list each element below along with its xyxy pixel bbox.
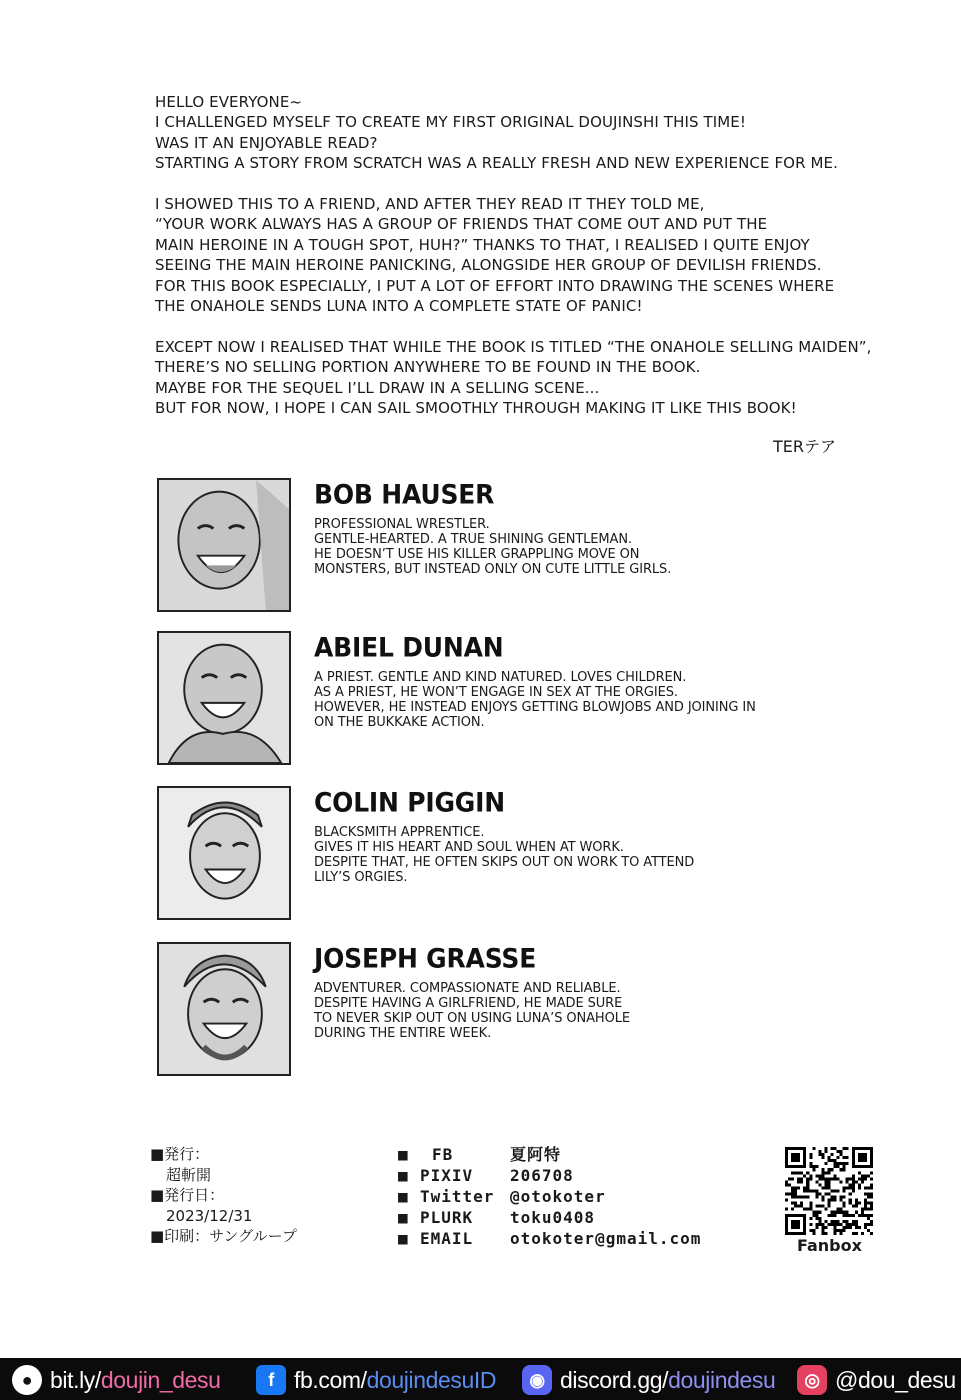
character-card-abiel	[157, 631, 837, 765]
afterword-paragraph-3	[155, 337, 895, 419]
description-line: HOWEVER, HE INSTEAD ENJOYS GETTING BLOWJOBS AND JOINING IN	[314, 700, 756, 715]
discord-icon: ◉	[522, 1365, 552, 1395]
footer-link-instagram[interactable]	[797, 1366, 956, 1394]
afterword-line: FOR THIS BOOK ESPECIALLY, I PUT A LOT OF EFFORT INTO DRAWING THE SCENES WHERE	[155, 276, 835, 295]
description-line: ON THE BUKKAKE ACTION.	[314, 715, 485, 730]
description-line: DESPITE THAT, HE OFTEN SKIPS OUT ON WORK TO ATTEND	[314, 855, 695, 870]
bald-man-portrait-icon	[159, 480, 289, 610]
link-suffix: doujin_desu	[100, 1366, 221, 1393]
character-portrait	[157, 786, 291, 920]
contact-label: FB	[432, 1145, 454, 1164]
square-bullet-icon: ■	[398, 1229, 409, 1248]
description-line: BLACKSMITH APPRENTICE.	[314, 825, 485, 840]
footer-link-discord[interactable]	[522, 1366, 775, 1394]
square-bullet-icon: ■	[398, 1166, 409, 1185]
afterword-line: BUT FOR NOW, I HOPE I CAN SAIL SMOOTHLY THROUGH MAKING IT LIKE THIS BOOK!	[155, 399, 797, 418]
character-description	[314, 517, 671, 577]
footer-banner	[0, 1358, 961, 1400]
description-line: TO NEVER SKIP OUT ON USING LUNA’S ONAHOLE	[314, 1011, 630, 1026]
character-portrait	[157, 478, 291, 612]
contact-value: @otokoter	[510, 1187, 606, 1206]
character-description	[314, 825, 694, 885]
instagram-icon: ◎	[797, 1365, 827, 1395]
character-portrait	[157, 942, 291, 1076]
square-bullet-icon: ■	[398, 1187, 409, 1206]
description-line: A PRIEST. GENTLE AND KIND NATURED. LOVES CHILDREN.	[314, 670, 687, 685]
link-suffix: doujindesu	[668, 1366, 776, 1393]
description-line: DURING THE ENTIRE WEEK.	[314, 1026, 492, 1041]
adventurer-portrait-icon	[159, 944, 289, 1074]
description-line: HE DOESN’T USE HIS KILLER GRAPPLING MOVE ON	[314, 547, 640, 562]
afterword-text	[155, 92, 895, 439]
link-prefix: bit.ly/	[50, 1366, 101, 1393]
afterword-paragraph-1	[155, 92, 895, 174]
character-name: ABIEL DUNAN	[314, 632, 504, 663]
afterword-line: I SHOWED THIS TO A FRIEND, AND AFTER THEY READ IT THEY TOLD ME,	[155, 195, 705, 214]
date-label: ■発行日：	[150, 1186, 225, 1204]
contact-value: 夏阿特	[510, 1145, 562, 1164]
contact-row-pixiv	[398, 1165, 701, 1186]
description-line: AS A PRIEST, HE WON’T ENGAGE IN SEX AT THE ORGIES.	[314, 685, 678, 700]
footer-link-facebook[interactable]	[256, 1366, 496, 1394]
afterword-line: SEEING THE MAIN HEROINE PANICKING, ALONGSIDE HER GROUP OF DEVILISH FRIENDS.	[155, 256, 822, 275]
blacksmith-portrait-icon	[159, 788, 289, 918]
publisher-label: ■発行：	[150, 1145, 210, 1163]
description-line: GENTLE-HEARTED. A TRUE SHINING GENTLEMAN.	[314, 532, 632, 547]
afterword-line: THERE’S NO SELLING PORTION ANYWHERE TO BE FOUND IN THE BOOK.	[155, 358, 701, 377]
link-handle: @dou_desu	[835, 1366, 956, 1393]
contact-label: PIXIV	[420, 1166, 474, 1185]
contact-row-fb	[398, 1144, 701, 1165]
contact-label: Twitter	[420, 1187, 495, 1206]
footer-link-bitly[interactable]	[12, 1366, 221, 1394]
contact-row-plurk	[398, 1207, 701, 1228]
printer-line: ■印刷：サングループ	[150, 1227, 297, 1245]
character-card-joseph	[157, 942, 837, 1076]
link-prefix: discord.gg/	[560, 1366, 669, 1393]
character-card-colin	[157, 786, 837, 920]
priest-portrait-icon	[159, 633, 289, 763]
character-name: BOB HAUSER	[314, 479, 495, 510]
description-line: PROFESSIONAL WRESTLER.	[314, 517, 490, 532]
contact-row-email	[398, 1228, 701, 1249]
contact-row-twitter	[398, 1186, 701, 1207]
description-line: MONSTERS, BUT INSTEAD ONLY ON CUTE LITTLE GIRLS.	[314, 562, 672, 577]
character-portrait	[157, 631, 291, 765]
afterword-line: MAIN HEROINE IN A TOUGH SPOT, HUH?” THANKS TO THAT, I REALISED I QUITE ENJOY	[155, 235, 810, 254]
afterword-line: MAYBE FOR THE SEQUEL I’LL DRAW IN A SELLING SCENE...	[155, 378, 600, 397]
character-description	[314, 981, 630, 1041]
square-bullet-icon: ■	[398, 1208, 409, 1227]
panda-icon: ●	[12, 1365, 42, 1395]
afterword-line: I CHALLENGED MYSELF TO CREATE MY FIRST ORIGINAL DOUJINSHI THIS TIME!	[155, 113, 746, 132]
description-line: ADVENTURER. COMPASSIONATE AND RELIABLE.	[314, 981, 621, 996]
date-value: 2023/12/31	[166, 1206, 253, 1225]
square-bullet-icon: ■	[398, 1145, 409, 1164]
facebook-icon: f	[256, 1365, 286, 1395]
afterword-line: HELLO EVERYONE~	[155, 93, 303, 111]
afterword-line: STARTING A STORY FROM SCRATCH WAS A REALLY FRESH AND NEW EXPERIENCE FOR ME.	[155, 154, 838, 173]
afterword-line: THE ONAHOLE SENDS LUNA INTO A COMPLETE STATE OF PANIC!	[155, 297, 643, 316]
description-line: GIVES IT HIS HEART AND SOUL WHEN AT WORK.	[314, 840, 624, 855]
contact-value: otokoter@gmail.com	[510, 1229, 702, 1248]
contact-list	[398, 1144, 701, 1249]
qr-caption: Fanbox	[797, 1236, 862, 1255]
contact-value: toku0408	[510, 1208, 596, 1227]
afterword-line: “YOUR WORK ALWAYS HAS A GROUP OF FRIENDS THAT COME OUT AND PUT THE	[155, 215, 768, 234]
link-prefix: fb.com/	[294, 1366, 367, 1393]
afterword-line: EXCEPT NOW I REALISED THAT WHILE THE BOOK IS TITLED “THE ONAHOLE SELLING MAIDEN”,	[155, 337, 872, 356]
description-line: DESPITE HAVING A GIRLFRIEND, HE MADE SURE	[314, 996, 623, 1011]
character-card-bob	[157, 478, 837, 612]
author-signature: TERテア	[773, 437, 837, 456]
link-suffix: doujindesuID	[366, 1366, 497, 1393]
publisher-value: 超斬開	[166, 1165, 212, 1184]
description-line: LILY’S ORGIES.	[314, 870, 408, 885]
character-name: COLIN PIGGIN	[314, 787, 505, 818]
contact-value: 206708	[510, 1166, 574, 1185]
afterword-paragraph-2	[155, 194, 895, 316]
contact-label: PLURK	[420, 1208, 474, 1227]
afterword-line: WAS IT AN ENJOYABLE READ?	[155, 133, 378, 152]
colophon	[150, 1144, 297, 1247]
contact-label: EMAIL	[420, 1229, 474, 1248]
character-name: JOSEPH GRASSE	[314, 943, 537, 974]
qr-code-icon[interactable]	[785, 1147, 873, 1235]
character-description	[314, 670, 756, 730]
